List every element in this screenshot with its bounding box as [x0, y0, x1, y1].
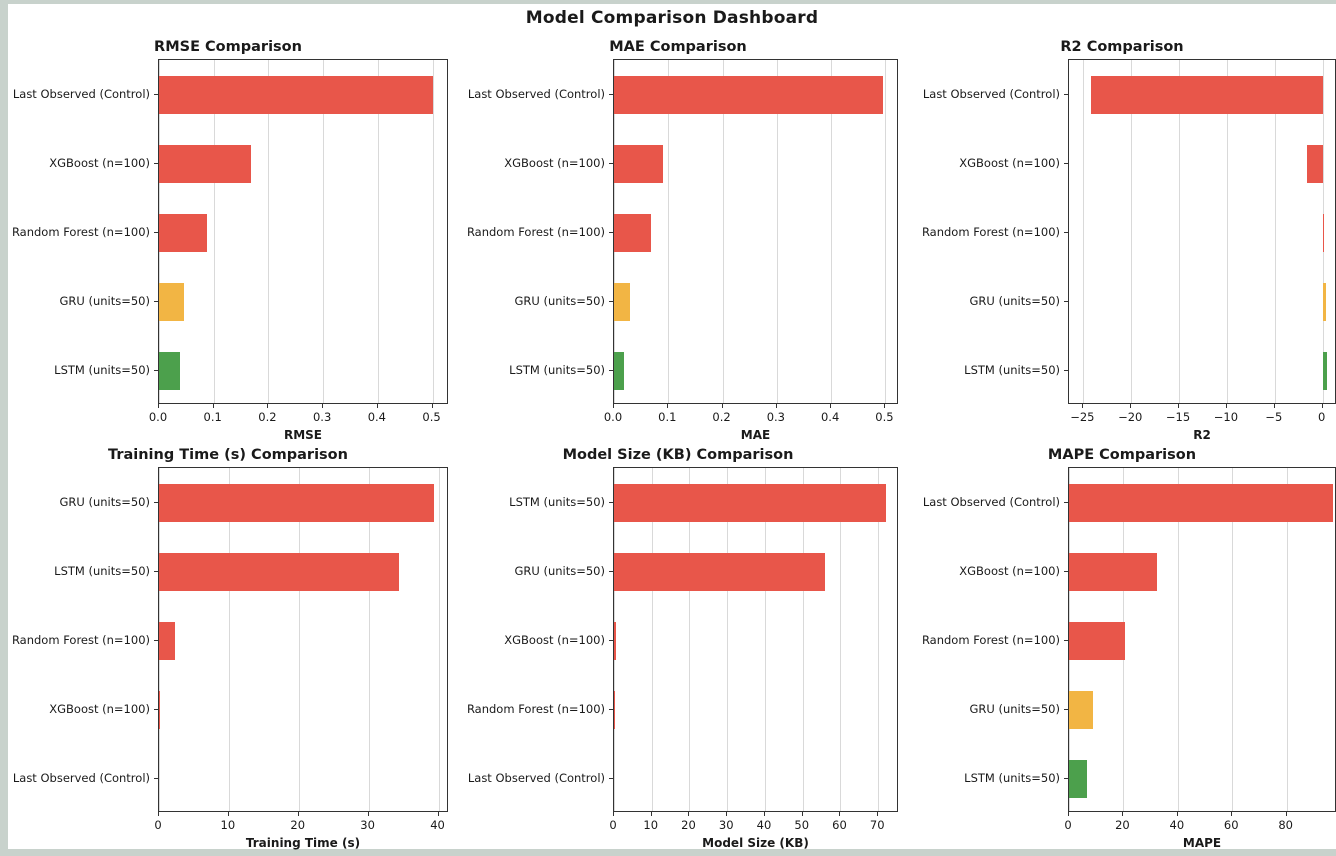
x-tick-label: −5	[1265, 410, 1283, 424]
bar	[159, 214, 207, 252]
x-tick-label: 20	[290, 818, 306, 832]
gridline	[439, 468, 440, 811]
x-tick-mark	[228, 812, 229, 816]
x-tick-label: 50	[794, 818, 810, 832]
x-tick-label: 0.4	[820, 410, 840, 424]
bar	[614, 214, 651, 252]
bar	[1323, 352, 1327, 390]
y-tick-mark	[1064, 778, 1068, 779]
y-tick-label: XGBoost (n=100)	[959, 563, 1060, 578]
chart-title: Model Size (KB) Comparison	[562, 447, 794, 463]
x-axis-label: Model Size (KB)	[702, 836, 809, 850]
bar	[614, 622, 616, 660]
x-tick-label: 40	[1169, 818, 1185, 832]
bar	[1069, 622, 1125, 660]
plot-area	[158, 59, 448, 404]
x-tick-label: 80	[1278, 818, 1293, 832]
x-tick-mark	[667, 404, 668, 408]
bar	[614, 283, 630, 321]
y-tick-label: Last Observed (Control)	[922, 494, 1060, 509]
bar	[159, 484, 434, 522]
y-tick-mark	[154, 370, 158, 371]
bar	[159, 283, 184, 321]
y-tick-label: XGBoost (n=100)	[504, 632, 605, 647]
y-tick-label: Random Forest (n=100)	[921, 632, 1060, 647]
plot-area	[1068, 467, 1336, 812]
y-tick-mark	[609, 778, 613, 779]
y-tick-label: XGBoost (n=100)	[504, 155, 605, 170]
y-tick-label: Random Forest (n=100)	[921, 224, 1060, 239]
x-tick-label: 0.0	[603, 410, 623, 424]
x-tick-label: 60	[832, 818, 847, 832]
y-tick-mark	[1064, 502, 1068, 503]
bar	[159, 553, 399, 591]
y-tick-label: Random Forest (n=100)	[11, 224, 150, 239]
y-tick-mark	[1064, 709, 1068, 710]
x-tick-mark	[438, 812, 439, 816]
y-tick-mark	[609, 502, 613, 503]
page-title: Model Comparison Dashboard	[525, 8, 819, 28]
bar	[159, 76, 433, 114]
bar	[1069, 484, 1333, 522]
y-tick-label: Last Observed (Control)	[467, 770, 605, 785]
x-tick-mark	[884, 404, 885, 408]
gridline	[433, 60, 434, 403]
y-tick-mark	[1064, 163, 1068, 164]
gridline	[1083, 60, 1084, 403]
x-tick-label: 10	[220, 818, 236, 832]
y-tick-mark	[154, 709, 158, 710]
y-tick-mark	[609, 94, 613, 95]
y-tick-label: GRU (units=50)	[514, 563, 605, 578]
y-tick-label: Random Forest (n=100)	[466, 224, 605, 239]
bar	[1069, 691, 1093, 729]
x-tick-label: 0.4	[367, 410, 387, 424]
bar	[159, 691, 160, 729]
y-tick-mark	[154, 640, 158, 641]
x-tick-label: 30	[360, 818, 375, 832]
y-tick-mark	[154, 778, 158, 779]
x-tick-label: 0	[609, 818, 617, 832]
y-tick-mark	[609, 571, 613, 572]
y-tick-label: Last Observed (Control)	[12, 86, 150, 101]
x-tick-mark	[1226, 404, 1227, 408]
chart-title: Training Time (s) Comparison	[108, 447, 348, 463]
x-tick-mark	[722, 404, 723, 408]
x-tick-mark	[839, 812, 840, 816]
bar	[614, 553, 825, 591]
x-tick-label: 0.1	[203, 410, 222, 424]
y-tick-label: Last Observed (Control)	[922, 86, 1060, 101]
x-axis-label: R2	[1193, 428, 1211, 442]
x-tick-mark	[1274, 404, 1275, 408]
y-tick-label: XGBoost (n=100)	[959, 155, 1060, 170]
x-tick-label: −10	[1213, 410, 1239, 424]
gridline	[885, 60, 886, 403]
y-tick-mark	[154, 571, 158, 572]
bar	[614, 352, 624, 390]
y-tick-mark	[1064, 571, 1068, 572]
y-tick-mark	[1064, 370, 1068, 371]
x-tick-mark	[802, 812, 803, 816]
x-tick-mark	[267, 404, 268, 408]
x-tick-label: 0.1	[658, 410, 677, 424]
chart-title: R2 Comparison	[1060, 39, 1184, 55]
y-tick-mark	[609, 301, 613, 302]
bar	[614, 691, 615, 729]
x-tick-label: 20	[1115, 818, 1130, 832]
x-axis-label: MAE	[740, 428, 771, 442]
x-tick-mark	[877, 812, 878, 816]
x-tick-label: 0	[1064, 818, 1072, 832]
x-tick-mark	[1177, 812, 1178, 816]
y-tick-mark	[154, 502, 158, 503]
bar	[614, 145, 663, 183]
chart-title: RMSE Comparison	[154, 39, 302, 55]
x-tick-mark	[830, 404, 831, 408]
y-tick-label: XGBoost (n=100)	[49, 155, 150, 170]
x-tick-mark	[1082, 404, 1083, 408]
x-tick-mark	[688, 812, 689, 816]
y-tick-mark	[1064, 232, 1068, 233]
x-tick-mark	[726, 812, 727, 816]
x-tick-mark	[1178, 404, 1179, 408]
plot-area	[613, 467, 898, 812]
y-tick-label: XGBoost (n=100)	[49, 701, 150, 716]
y-tick-mark	[154, 163, 158, 164]
x-tick-mark	[1322, 404, 1323, 408]
x-tick-mark	[1068, 812, 1069, 816]
x-tick-label: 70	[869, 818, 885, 832]
plot-area	[613, 59, 898, 404]
y-tick-label: Last Observed (Control)	[12, 770, 150, 785]
y-tick-label: Random Forest (n=100)	[11, 632, 150, 647]
x-tick-label: −25	[1070, 410, 1095, 424]
x-tick-label: 40	[756, 818, 772, 832]
x-tick-mark	[1122, 812, 1123, 816]
x-tick-mark	[298, 812, 299, 816]
y-tick-label: GRU (units=50)	[969, 293, 1060, 308]
x-tick-mark	[1231, 812, 1232, 816]
y-tick-mark	[1064, 94, 1068, 95]
x-tick-label: 20	[681, 818, 696, 832]
y-tick-label: Random Forest (n=100)	[466, 701, 605, 716]
x-tick-label: 0.0	[148, 410, 168, 424]
x-tick-mark	[368, 812, 369, 816]
x-tick-label: 0	[154, 818, 162, 832]
x-tick-mark	[158, 812, 159, 816]
x-tick-label: 0.5	[875, 410, 894, 424]
chart-title: MAPE Comparison	[1047, 447, 1197, 463]
bar	[1307, 145, 1322, 183]
dashboard-root	[8, 4, 1336, 849]
y-tick-label: Last Observed (Control)	[467, 86, 605, 101]
y-tick-mark	[154, 94, 158, 95]
y-tick-label: LSTM (units=50)	[509, 362, 605, 377]
bar	[159, 145, 251, 183]
x-tick-mark	[776, 404, 777, 408]
x-tick-label: 40	[430, 818, 445, 832]
y-tick-label: LSTM (units=50)	[54, 563, 150, 578]
x-tick-label: 30	[718, 818, 734, 832]
bar	[1091, 76, 1323, 114]
chart-title: MAE Comparison	[609, 39, 747, 55]
bar	[159, 622, 175, 660]
x-tick-label: 0.3	[766, 410, 785, 424]
y-tick-mark	[609, 709, 613, 710]
x-tick-mark	[432, 404, 433, 408]
y-tick-label: LSTM (units=50)	[509, 494, 605, 509]
x-tick-mark	[613, 812, 614, 816]
bar	[159, 352, 180, 390]
bar	[614, 76, 883, 114]
x-tick-mark	[651, 812, 652, 816]
y-tick-mark	[609, 232, 613, 233]
x-tick-label: 0	[1317, 410, 1326, 424]
y-tick-mark	[1064, 640, 1068, 641]
bar	[614, 484, 886, 522]
x-tick-mark	[158, 404, 159, 408]
y-tick-label: GRU (units=50)	[514, 293, 605, 308]
x-tick-label: 60	[1223, 818, 1239, 832]
y-tick-label: LSTM (units=50)	[964, 770, 1060, 785]
y-tick-mark	[609, 640, 613, 641]
x-tick-mark	[613, 404, 614, 408]
x-tick-label: 0.2	[712, 410, 731, 424]
bar	[1069, 553, 1157, 591]
y-tick-mark	[1064, 301, 1068, 302]
x-tick-label: 10	[643, 818, 659, 832]
bar	[1323, 283, 1326, 321]
y-tick-label: GRU (units=50)	[59, 494, 150, 509]
x-axis-label: MAPE	[1182, 836, 1222, 850]
x-tick-mark	[213, 404, 214, 408]
y-tick-mark	[609, 163, 613, 164]
x-tick-mark	[322, 404, 323, 408]
x-tick-mark	[764, 812, 765, 816]
y-tick-mark	[609, 370, 613, 371]
y-tick-label: GRU (units=50)	[59, 293, 150, 308]
y-tick-mark	[154, 232, 158, 233]
x-axis-label: Training Time (s)	[245, 836, 361, 850]
x-tick-label: −20	[1118, 410, 1143, 424]
x-tick-mark	[1286, 812, 1287, 816]
x-tick-label: 0.3	[312, 410, 332, 424]
x-tick-label: 0.2	[258, 410, 277, 424]
y-tick-label: GRU (units=50)	[969, 701, 1060, 716]
y-tick-mark	[154, 301, 158, 302]
x-axis-label: RMSE	[283, 428, 323, 442]
plot-area	[158, 467, 448, 812]
y-tick-label: LSTM (units=50)	[964, 362, 1060, 377]
bar	[1069, 760, 1087, 798]
x-tick-label: 0.5	[422, 410, 441, 424]
x-tick-mark	[1130, 404, 1131, 408]
plot-area	[1068, 59, 1336, 404]
x-tick-label: −15	[1165, 410, 1191, 424]
y-tick-label: LSTM (units=50)	[54, 362, 150, 377]
x-tick-mark	[377, 404, 378, 408]
